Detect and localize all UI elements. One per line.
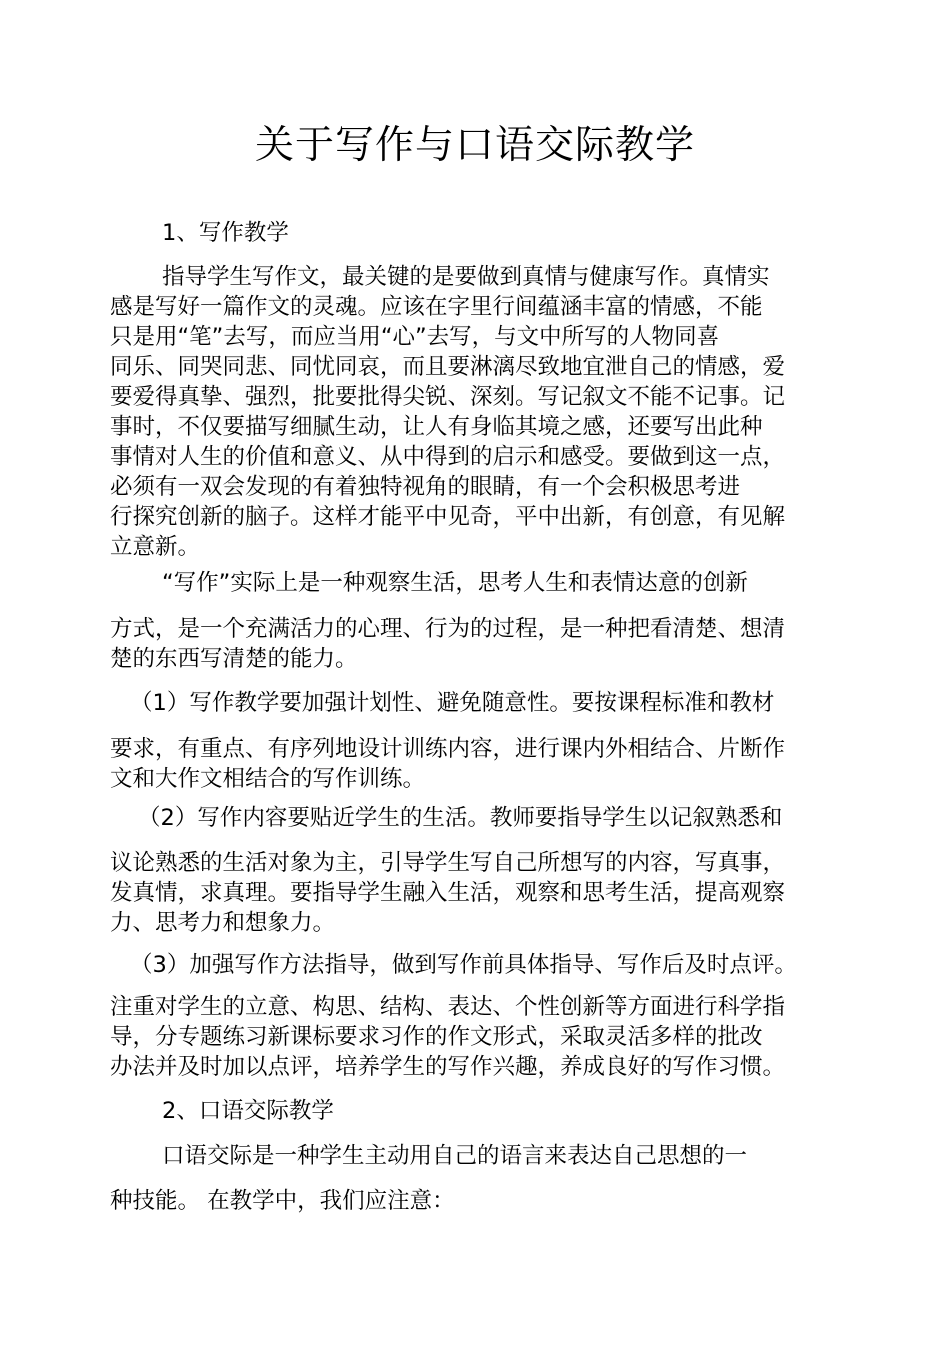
paragraph-line: 要爱得真挚、强烈，批要批得尖锐、深刻。写记叙文不能不记事。记 [110,384,786,410]
paragraph-2 [110,568,850,598]
paragraph-3-continued [110,734,850,794]
heading-text: 2、口语交际教学 [162,1098,334,1124]
paragraph-5 [110,950,850,980]
paragraph-line: （1）写作教学要加强计划性、避免随意性。要按课程标准和教材 [130,690,775,716]
paragraph-line: 楚的东西写清楚的能力。 [110,646,358,672]
paragraph-line: 文和大作文相结合的写作训练。 [110,766,426,792]
paragraph-line: 议论熟悉的生活对象为主，引导学生写自己所想写的内容，写真事， [110,850,786,876]
paragraph-4-continued [110,848,850,938]
heading-text: 1、写作教学 [162,220,289,246]
paragraph-line: （2）写作内容要贴近学生的生活。教师要指导学生以记叙熟悉和 [138,805,783,831]
paragraph-line: 事时，不仅要描写细腻生动，让人有身临其境之感，还要写出此种 [110,414,763,440]
paragraph-line: 种技能。 在教学中，我们应注意： [110,1188,455,1214]
paragraph-line: 指导学生写作文，最关键的是要做到真情与健康写作。真情实 [162,264,770,290]
paragraph-6 [110,1141,850,1171]
section-1-heading [110,218,850,248]
document-title: 关于写作与口语交际教学 [254,123,695,168]
paragraph-line: （3）加强写作方法指导，做到写作前具体指导、写作后及时点评。 [130,952,797,978]
paragraph-4 [110,803,850,833]
paragraph-line: 发真情，求真理。要指导学生融入生活，观察和思考生活，提高观察 [110,880,786,906]
paragraph-line: 必须有一双会发现的有着独特视角的眼睛，有一个会积极思考进 [110,474,741,500]
paragraph-line: 要求，有重点、有序列地设计训练内容，进行课内外相结合、片断作 [110,736,786,762]
paragraph-6-continued [110,1186,850,1216]
paragraph-line: 事情对人生的价值和意义、从中得到的启示和感受。要做到这一点， [110,444,786,470]
paragraph-line: 方式，是一个充满活力的心理、行为的过程，是一种把看清楚、想清 [110,616,786,642]
paragraph-line: 口语交际是一种学生主动用自己的语言来表达自己思想的一 [162,1143,748,1169]
paragraph-line: 只是用“笔”去写，而应当用“心”去写，与文中所写的人物同喜 [110,324,720,350]
paragraph-line: 力、思考力和想象力。 [110,910,336,936]
paragraph-line: “写作”实际上是一种观察生活，思考人生和表情达意的创新 [162,570,748,596]
paragraph-5-continued [110,992,850,1082]
paragraph-line: 立意新。 [110,534,201,560]
paragraph-line: 同乐、同哭同悲、同忧同哀，而且要淋漓尽致地宜泄自己的情感，爱 [110,354,786,380]
paragraph-line: 办法并及时加以点评，培养学生的写作兴趣，养成良好的写作习惯。 [110,1054,786,1080]
paragraph-line: 感是写好一篇作文的灵魂。应该在字里行间蕴涵丰富的情感，不能 [110,294,763,320]
paragraph-line: 行探究创新的脑子。这样才能平中见奇，平中出新，有创意，有见解 [110,504,786,530]
paragraph-1 [110,262,850,562]
paragraph-line: 导，分专题练习新课标要求习作的作文形式，采取灵活多样的批改 [110,1024,763,1050]
paragraph-2-continued [110,614,850,674]
section-2-heading [110,1096,850,1126]
paragraph-3 [110,688,850,718]
paragraph-line: 注重对学生的立意、构思、结构、表达、个性创新等方面进行科学指 [110,994,786,1020]
